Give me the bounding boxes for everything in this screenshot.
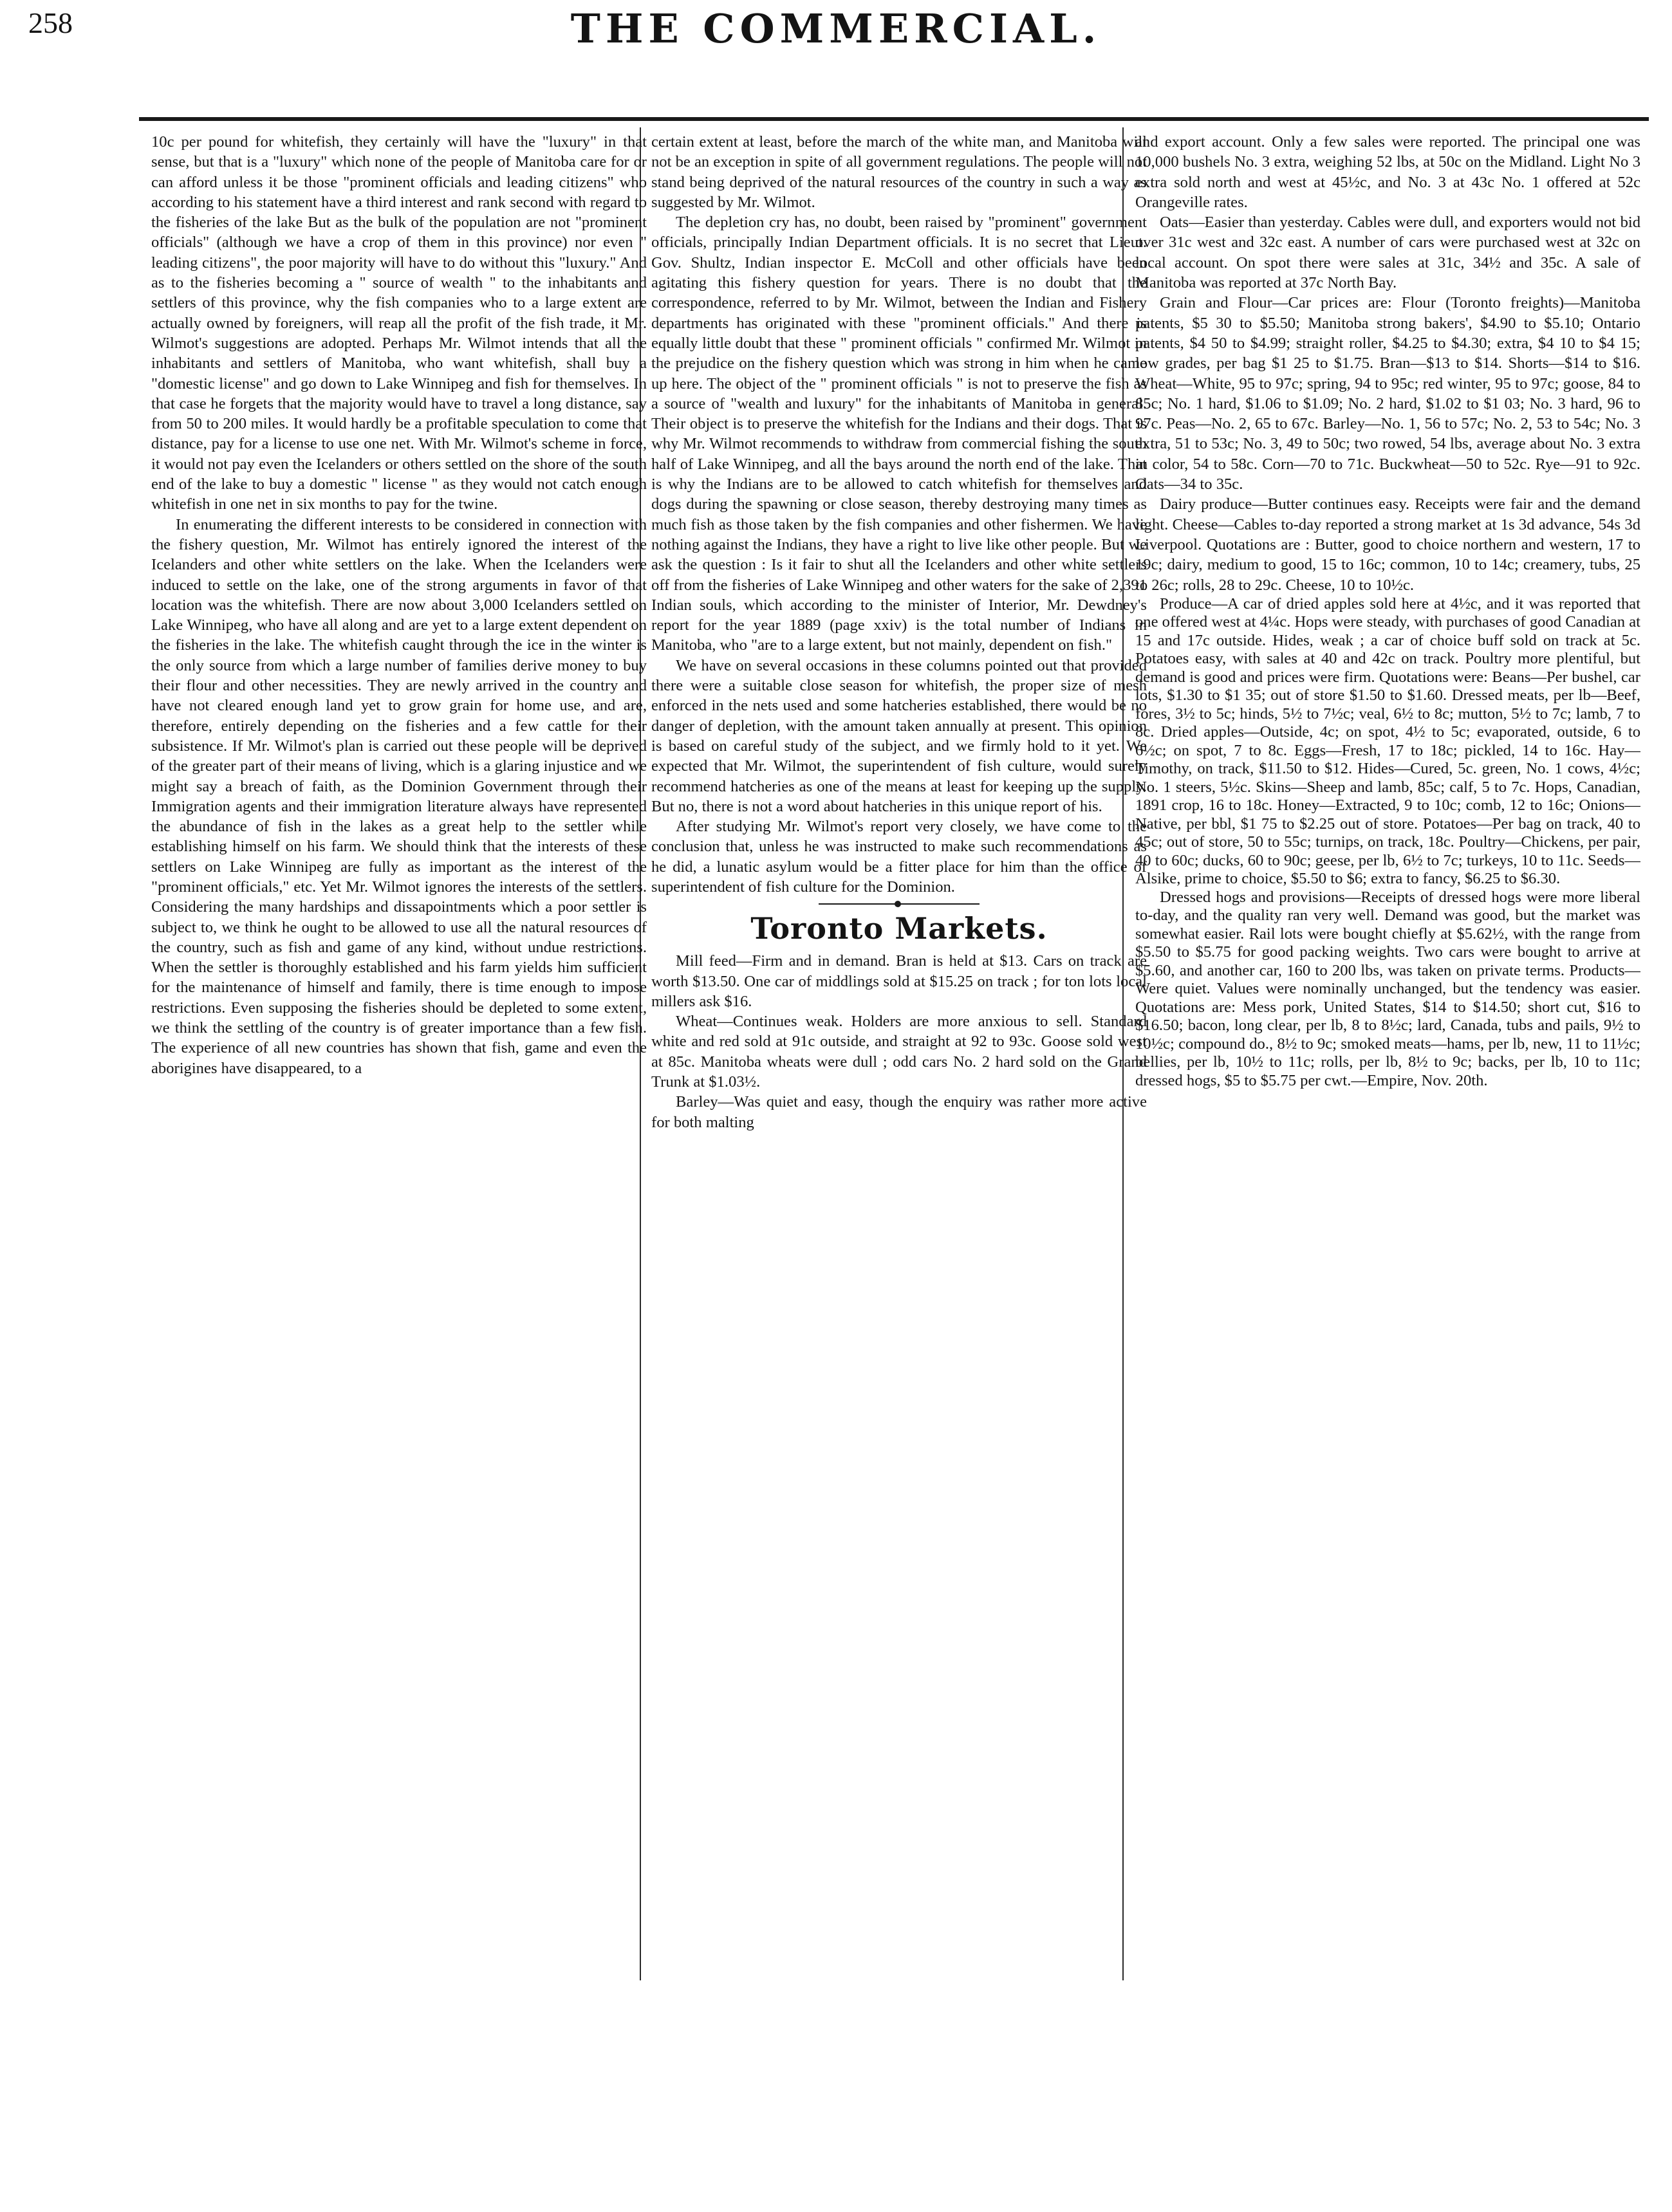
- paragraph: Barley—Was quiet and easy, though the enquiry was rather more active for both malting: [651, 1093, 1147, 1131]
- paragraph: In enumerating the different interests to be considered in connection with the fishery question, Mr. Wilmot has entirely ignored the interest of the Icelanders and other white settlers on the lake. When the Icelanders were induced to settle on the lake, one of the strong arguments in favor of that location was the whitefish. There are now about 3,000 Icelanders settled on Lake Winnipeg, who have all along and are yet to a large extent dependent on the fisheries in the lake. The whitefish caught through the ice in the winter is the only source from which a large number of families derive money to buy their flour and other necessities. They are newly arrived in the country and have not cleared enough land yet to grow grain for home use, and are, therefore, entirely depending on the fisheries and a few cattle for their subsistence. If Mr. Wilmot's plan is carried out these people will be deprived of the greater part of their means of living, which is a glaring injustice and we might say a breach of faith, as the Dominion Government through their Immigration agents and their immigration literature always have represented the abundance of fish in the lakes as a great help to the settler while establishing himself on his farm. We should think that the interests of these settlers on Lake Winnipeg are fully as important as the interest of the "prominent officials," etc. Yet Mr. Wilmot ignores the interests of the settlers. Considering the many hardships and dissapointments which a poor settler is subject to, we think he ought to be allowed to use all the natural resources of the country, such as fish and game of any kind, without undue restrictions. When the settler is thoroughly established and his farm yields him sufficient for the maintenance of himself and family, there is time enough to impose restrictions. Even supposing the fisheries should be depleted to some extent, we think the settling of the country is of greater importance than a few fish. The experience of all new countries has shown that fish, game and even the aborigines have disappeared, to a: [151, 515, 647, 1077]
- paragraph: Oats—Easier than yesterday. Cables were dull, and exporters would not bid over 31c west and 32c east. A number of cars were purchased west at 32c on local account. On spot there were sales at 31c, 34½ and 35c. A sale of Manitoba was reported at 37c North Bay.: [1135, 214, 1640, 292]
- paragraph: Dairy produce—Butter continues easy. Receipts were fair and the demand light. Cheese—Cables to-day reported a strong market at 1s 3d advance, 54s 3d Liverpool. Quotations are : Butter, good to choice northern and western, 17 to 19c; dairy, medium to good, 15 to 16c; common, 10 to 14c; creamery, tubs, 25 to 26c; rolls, 28 to 29c. Cheese, 10 to 10½c.: [1135, 495, 1640, 594]
- column-2: [651, 132, 1147, 2184]
- section-heading: Toronto Markets.: [750, 911, 1048, 946]
- masthead-rule: [139, 117, 1649, 121]
- paragraph: Mill feed—Firm and in demand. Bran is held at $13. Cars on track are worth $13.50. One car of middlings sold at $15.25 on track ; for ton lots local millers ask $16.: [651, 952, 1147, 1010]
- paragraph: Grain and Flour—Car prices are: Flour (Toronto freights)—Manitoba patents, $5 30 to $5.50; Manitoba strong bakers', $4.90 to $5.10; Ontario patents, $4 50 to $4.99; straight roller, $4.25 to $4.30; extra, $4 10 to $4 15; low grades, per bag $1 25 to $1.75. Bran—$13 to $14. Shorts—$14 to $16. Wheat—White, 95 to 97c; spring, 94 to 95c; red winter, 95 to 97c; goose, 84 to 85c; No. 1 hard, $1.06 to $1.09; No. 2 hard, $1.02 to $1 03; No. 3 hard, 96 to 97c. Peas—No. 2, 65 to 67c. Barley—No. 1, 56 to 57c; No. 2, 53 to 54c; No. 3 extra, 51 to 53c; No. 3, 49 to 50c; two rowed, 54 lbs, average about No. 3 extra in color, 54 to 58c. Corn—70 to 71c. Buckwheat—50 to 52c. Rye—91 to 92c. Oats—34 to 35c.: [1135, 294, 1640, 493]
- column-3: [1135, 132, 1640, 2184]
- paragraph: After studying Mr. Wilmot's report very closely, we have come to the conclusion that, unless he was instructed to make such recommendations as he did, a lunatic asylum would be a fitter place for him than the office of superintendent of fish culture for the Dominion.: [651, 818, 1147, 896]
- paragraph: 10c per pound for whitefish, they certainly will have the "luxury" in that sense, but that is a "luxury" which none of the people of Manitoba care for or can afford unless it be those "prominent officials and leading citizens" who according to his statement have a third interest and rank second with regard to the fisheries of the lake But as the bulk of the population are not "prominent officials" (although we have a crop of them in this province) nor even " leading citizens", the poor majority will have to do without this "luxury." And as to the fisheries becoming a " source of wealth " to the inhabitants and settlers of this province, why the fish companies who to a large extent are actually owned by foreigners, will reap all the profit of the fish trade, it Mr. Wilmot's suggestions are adopted. Perhaps Mr. Wilmot intends that all the inhabitants and settlers of Manitoba, who want whitefish, shall buy a "domestic license" and go down to Lake Winnipeg and fish for themselves. In that case he forgets that the majority would have to travel a long distance, say from 50 to 200 miles. It would hardly be a profitable speculation to come that distance, pay for a license to use one net. With Mr. Wilmot's scheme in force, it would not pay even the Icelanders or others settled on the shore of the south end of the lake to buy a domestic " license " as they would not catch enough whitefish in one net in six months to pay for the twine.: [151, 133, 647, 513]
- paragraph: Produce—A car of dried apples sold here at 4½c, and it was reported that one offered west at 4¼c. Hops were steady, with purchases of good Canadian at 15 and 17c outside. Hides, weak ; a car of choice buff sold on track at 5c. Potatoes easy, with sales at 40 and 42c on track. Poultry more plentiful, but demand is good and prices were firm. Quotations were: Beans—Per bushel, car lots, $1.30 to $1 35; out of store $1.50 to $1.60. Dressed meats, per lb—Beef, fores, 3½ to 5c; hinds, 5½ to 7½c; veal, 6½ to 8c; mutton, 5½ to 7c; lamb, 7 to 8c. Dried apples—Outside, 4c; on spot, 4½ to 5c; evaporated, outside, 6 to 6½c; on spot, 7 to 8c. Eggs—Fresh, 17 to 18c; pickled, 14 to 16c. Hay—Timothy, on track, $11.50 to $12. Hides—Cured, 5c. green, No. 1 cows, 4½c; No. 1 steers, 5½c. Skins—Sheep and lamb, 85c; calf, 5 to 7c. Hops, Canadian, 1891 crop, 16 to 18c. Honey—Extracted, 9 to 10c; comb, 12 to 16c; Onions—Native, per bbl, $1 75 to $2.25 out of store. Potatoes—Per bag on track, 40 to 45c; out of store, 50 to 55c; turnips, on track, 18c. Poultry—Chickens, per pair, 40 to 60c; ducks, 60 to 90c; geese, per lb, 6½ to 7c; turkeys, 10 to 11c. Seeds—Alsike, prime to choice, $5.50 to $6; extra to fancy, $6.25 to $6.30.: [1135, 594, 1640, 888]
- page-number: 258: [28, 6, 73, 39]
- column-1: [151, 132, 647, 2184]
- paragraph: and export account. Only a few sales were reported. The principal one was 10,000 bushels No. 3 extra, weighing 52 lbs, at 50c on the Midland. Light No 3 extra sold north and west at 45½c, and No. 3 at 43c No. 1 offered at 52c Orangeville rates.: [1135, 133, 1640, 211]
- masthead-title: THE COMMERCIAL.: [570, 5, 1102, 52]
- paragraph: Wheat—Continues weak. Holders are more anxious to sell. Standard white and red sold at 91c outside, and straight at 92 to 93c. Goose sold west at 85c. Manitoba wheats were dull ; odd cars No. 2 hard sold on the Grand Trunk at $1.03½.: [651, 1013, 1147, 1091]
- paragraph: We have on several occasions in these columns pointed out that provided there were a suitable close season for whitefish, the proper size of mesh enforced in the nets used and some hatcheries established, there would be no danger of depletion, with the amount taken annually at present. This opinion is based on careful study of the subject, and we firmly hold to it yet. We expected that Mr. Wilmot, the superintendent of fish culture, would surely recommend hatcheries as one of the means at least for keeping up the supply. But no, there is not a word about hatcheries in this unique report of his.: [651, 656, 1147, 815]
- paragraph: certain extent at least, before the march of the white man, and Manitoba will not be an exception in spite of all government regulations. The people will not stand being deprived of the natural resources of the country in such a way as suggested by Mr. Wilmot.: [651, 133, 1147, 211]
- paragraph: The depletion cry has, no doubt, been raised by "prominent" government officials, principally Indian Department officials. It is no secret that Lieut. Gov. Shultz, Indian inspector E. McColl and other officials have been agitating this fishery question for years. There is no doubt that the correspondence, referred to by Mr. Wilmot, between the Indian and Fishery departments has originated with these "prominent officials." And there is equally little doubt that these " prominent officials " confirmed Mr. Wilmot in the prejudice on the fishery question which was strong in him when he came up here. The object of the " prominent officials " is not to preserve the fish as a source of "wealth and luxury" for the inhabitants of Manitoba in general. Their object is to preserve the whitefish for the Indians and their dogs. That is why Mr. Wilmot recommends to withdraw from commercial fishing the south half of Lake Winnipeg, and all the bays around the north end of the lake. That is why the Indians are to be allowed to catch whitefish for themselves and dogs during the spawning or close season, thereby destroying many times as much fish as those taken by the fish companies and other fishermen. We have nothing against the Indians, they have a right to live like other people. But we ask the question : Is it fair to shut all the Icelanders and other white settlers off from the fisheries of Lake Winnipeg and other waters for the sake of 2,391 Indian souls, which according to the minister of Interior, Mr. Dewdney's report for the year 1889 (page xxiv) is the total number of Indians in Manitoba, who "are to a large extent, but not mainly, dependent on fish.": [651, 214, 1147, 654]
- section-separator: [819, 903, 980, 905]
- paragraph: Dressed hogs and provisions—Receipts of dressed hogs were more liberal to-day, and the quality ran very well. Demand was good, but the market was somewhat easier. Rail lots were bought chiefly at $5.62½, with the range from $5.50 to $5.75 for good packing weights. Two cars were bought to arrive at $5.60, and another car, 160 to 200 lbs, was taken on private terms. Products—Were quiet. Values were nominally unchanged, but the tendency was easier. Quotations are: Mess pork, United States, $14 to $14.50; short cut, $16 to $16.50; bacon, long clear, per lb, 8 to 8½c; lard, Canada, tubs and pails, 9½ to 10½c; compound do., 8½ to 9c; smoked meats—hams, per lb, new, 11 to 11½c; bellies, per lb, 10½ to 11c; rolls, per lb, 8½ to 9c; backs, per lb, 10 to 11c; dressed hogs, $5 to $5.75 per cwt.—Empire, Nov. 20th.: [1135, 888, 1640, 1089]
